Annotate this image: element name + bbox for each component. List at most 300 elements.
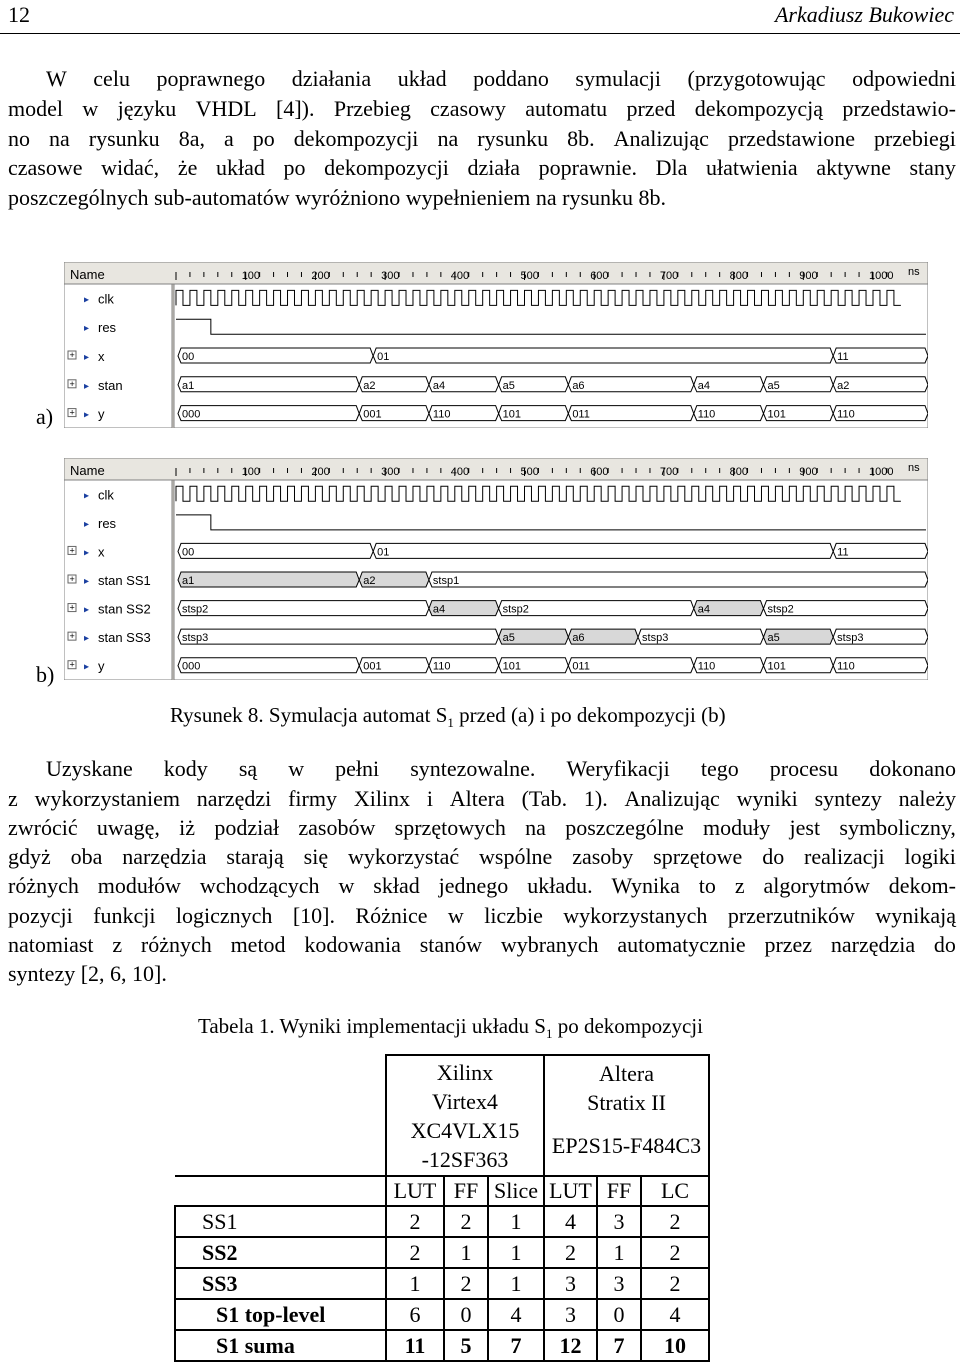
word: sprzętowe bbox=[653, 844, 743, 869]
signal-icon: ▸ bbox=[84, 352, 90, 363]
signal-name: stan SS1 bbox=[98, 573, 151, 588]
table-row bbox=[175, 1268, 709, 1299]
word: różnych bbox=[8, 873, 79, 898]
word: Analizując bbox=[613, 126, 709, 151]
table-caption bbox=[198, 1014, 703, 1042]
table-cell: 7 bbox=[488, 1330, 544, 1361]
signal-icon: ▸ bbox=[84, 323, 90, 335]
table-cell: 1 bbox=[488, 1268, 544, 1299]
bus-value: a1 bbox=[182, 575, 195, 587]
word: 8b. bbox=[567, 126, 595, 151]
word: logiki bbox=[904, 844, 956, 869]
table-cell: 3 bbox=[544, 1299, 597, 1330]
table-cell: 2 bbox=[386, 1237, 444, 1268]
word: skład bbox=[373, 873, 420, 898]
word: wykorzystaniem bbox=[34, 786, 180, 811]
caption-text-end: przed (a) i po dekompozycji (b) bbox=[453, 703, 726, 727]
bus-value: 11 bbox=[837, 546, 849, 559]
table-cell: 0 bbox=[444, 1299, 488, 1330]
para2-line bbox=[46, 754, 956, 783]
bus-value: 01 bbox=[377, 351, 390, 363]
para1-line bbox=[8, 124, 956, 153]
bus-value: 110 bbox=[837, 660, 855, 673]
altera-family: Stratix II bbox=[587, 1090, 666, 1115]
word: narzędzi bbox=[196, 786, 272, 811]
word: W bbox=[46, 66, 67, 91]
signal-name: stan bbox=[98, 377, 123, 393]
table-cell: 7 bbox=[597, 1330, 641, 1361]
table-cell: 2 bbox=[641, 1268, 709, 1299]
word: liczbie bbox=[484, 903, 543, 928]
altera-header bbox=[544, 1055, 709, 1176]
bus-value: stsp3 bbox=[182, 632, 209, 645]
xilinx-header bbox=[386, 1055, 544, 1176]
bus-value: a4 bbox=[432, 603, 446, 616]
expand-plus: + bbox=[69, 631, 75, 642]
word: logicznych bbox=[175, 903, 273, 928]
ruler-label: 400 bbox=[450, 270, 470, 282]
bus-value: 101 bbox=[502, 408, 521, 421]
word: to bbox=[698, 873, 716, 898]
expand-plus: + bbox=[69, 407, 75, 418]
word: na bbox=[437, 126, 459, 151]
figure-caption bbox=[170, 703, 726, 731]
table-cell: 10 bbox=[641, 1330, 709, 1361]
table-cell: 5 bbox=[444, 1330, 488, 1361]
table-cell: 1 bbox=[488, 1237, 544, 1268]
table-row bbox=[175, 1237, 709, 1268]
ruler-label: 900 bbox=[799, 466, 818, 478]
word: iż bbox=[179, 815, 196, 840]
names-column bbox=[64, 284, 172, 428]
word: że bbox=[177, 155, 198, 180]
bus-value: a5 bbox=[502, 632, 515, 645]
word: się bbox=[303, 844, 329, 869]
signal-name: clk bbox=[98, 291, 114, 307]
word: automatu bbox=[525, 96, 608, 121]
signal-icon: ▸ bbox=[84, 294, 90, 306]
xilinx-vendor: Xilinx bbox=[436, 1059, 494, 1085]
word: jest bbox=[789, 815, 821, 840]
word: należy bbox=[898, 786, 956, 811]
xilinx-device: XC4VLX15 bbox=[410, 1117, 520, 1143]
bus-value: a2 bbox=[363, 379, 376, 392]
expand-plus: + bbox=[69, 378, 75, 389]
expand-plus: + bbox=[69, 574, 75, 584]
signal-name: res bbox=[98, 515, 117, 531]
table-empty-corner bbox=[175, 1055, 386, 1176]
ruler-label: 700 bbox=[659, 270, 679, 282]
word: na bbox=[525, 815, 546, 840]
ruler-label: 500 bbox=[520, 270, 539, 282]
word: (Tab. bbox=[521, 786, 568, 811]
ruler-label: 200 bbox=[311, 270, 330, 282]
table-cell: 1 bbox=[488, 1206, 544, 1237]
word: wchodzących bbox=[199, 873, 320, 898]
bus-value: a5 bbox=[767, 632, 780, 645]
word: układ bbox=[397, 66, 447, 91]
bus-value: a4 bbox=[697, 379, 711, 392]
bus-value: stsp2 bbox=[767, 603, 794, 616]
ruler-label: 1000 bbox=[869, 466, 894, 478]
caption-text: Rysunek 8. Symulacja automat S bbox=[170, 703, 448, 727]
word: przedstawione bbox=[727, 126, 856, 151]
signal-name: y bbox=[98, 406, 105, 422]
table-cell: 1 bbox=[444, 1237, 488, 1268]
word: działania bbox=[291, 66, 372, 91]
bus-value: 000 bbox=[182, 408, 201, 421]
header-rule bbox=[0, 33, 960, 34]
bus-value: 110 bbox=[697, 660, 716, 673]
word: realizacji bbox=[804, 844, 885, 869]
word: układu. bbox=[527, 873, 593, 898]
word: [10]. bbox=[292, 903, 335, 928]
word: poszczególne bbox=[565, 815, 684, 840]
word: funkcji bbox=[93, 903, 156, 928]
word: w bbox=[447, 903, 464, 928]
bus-value: 000 bbox=[182, 660, 201, 673]
word: dekom- bbox=[888, 873, 956, 898]
word: czasowe bbox=[8, 155, 83, 180]
table-cell: 2 bbox=[641, 1237, 709, 1268]
word: wybranych bbox=[500, 932, 599, 957]
bus-value: 110 bbox=[432, 660, 451, 673]
expand-plus: + bbox=[69, 659, 75, 670]
para2-line bbox=[8, 842, 956, 871]
bus-value: 00 bbox=[182, 546, 195, 559]
word: różnych bbox=[140, 932, 212, 957]
ruler-label: 600 bbox=[590, 270, 609, 282]
table-cell: 2 bbox=[386, 1206, 444, 1237]
word: Xilinx bbox=[353, 786, 411, 811]
signal-name: clk bbox=[98, 487, 114, 503]
word: odpowiedni bbox=[852, 66, 956, 91]
para2-line bbox=[8, 871, 956, 900]
para1-line bbox=[8, 94, 956, 123]
altera-device: EP2S15-F484C3 bbox=[551, 1133, 702, 1158]
word: dekompozycji bbox=[293, 126, 419, 151]
word: stanów bbox=[419, 932, 483, 957]
bus-value: stsp3 bbox=[642, 632, 669, 645]
signal-name: x bbox=[98, 349, 105, 364]
word: wspólne bbox=[479, 844, 553, 869]
word: zwrócić bbox=[8, 815, 78, 840]
signal-name: y bbox=[98, 658, 105, 674]
table-cell: 4 bbox=[488, 1299, 544, 1330]
bus-value: a2 bbox=[363, 575, 376, 587]
ruler-label: 200 bbox=[311, 466, 330, 478]
table-column-header-row bbox=[175, 1176, 709, 1206]
column-header: LUT bbox=[386, 1176, 444, 1206]
word: przebiegi bbox=[874, 126, 956, 151]
row-label: S1 suma bbox=[175, 1330, 386, 1361]
table-row bbox=[175, 1330, 709, 1361]
para1-line bbox=[8, 153, 956, 182]
ruler-label: 100 bbox=[241, 466, 261, 478]
word: modułów bbox=[97, 873, 181, 898]
table-cell: 3 bbox=[544, 1268, 597, 1299]
signal-name: res bbox=[98, 320, 117, 336]
table-empty-corner-2 bbox=[175, 1176, 386, 1206]
signal-name: stan SS2 bbox=[98, 601, 151, 617]
row-label: S1 top-level bbox=[175, 1299, 386, 1330]
word: wykorzystać bbox=[347, 844, 460, 869]
ruler-label: 600 bbox=[590, 466, 609, 478]
table-cell: 4 bbox=[641, 1299, 709, 1330]
altera-vendor: Altera bbox=[599, 1061, 654, 1086]
word: dekompozycji bbox=[324, 155, 449, 180]
bus-segment bbox=[178, 572, 359, 587]
bus-value: stsp1 bbox=[432, 575, 460, 587]
bus-value: 11 bbox=[837, 351, 849, 363]
word: wyniki bbox=[736, 786, 798, 811]
para2-line bbox=[8, 930, 956, 959]
word: do bbox=[933, 932, 956, 957]
word: algorytmów bbox=[763, 873, 870, 898]
row-label: SS1 bbox=[175, 1206, 386, 1237]
word: stany bbox=[909, 155, 956, 180]
column-header: FF bbox=[444, 1176, 488, 1206]
table-caption-text-end: po dekompozycji bbox=[552, 1014, 703, 1038]
word: w bbox=[338, 873, 355, 898]
word: czasowy bbox=[430, 96, 506, 121]
word: Dla bbox=[655, 155, 688, 180]
word: rysunku bbox=[477, 126, 549, 151]
bus-value: 01 bbox=[377, 546, 390, 559]
table-cell: 1 bbox=[597, 1237, 641, 1268]
bus-value: 101 bbox=[767, 660, 786, 673]
word: aktywne bbox=[816, 155, 891, 180]
word: 8a, bbox=[178, 126, 205, 151]
word: działa bbox=[467, 155, 520, 180]
results-table bbox=[174, 1054, 710, 1362]
word: wykorzystanych bbox=[563, 903, 708, 928]
word: 1). bbox=[583, 786, 608, 811]
ruler-label: 1000 bbox=[869, 270, 894, 282]
word: po bbox=[283, 155, 306, 180]
table-caption-text: Tabela 1. Wyniki implementacji układu S bbox=[198, 1014, 546, 1038]
word: poprawnego bbox=[156, 66, 266, 91]
table-cell: 0 bbox=[597, 1299, 641, 1330]
page-number: 12 bbox=[8, 2, 30, 27]
signal-icon: ▸ bbox=[84, 409, 90, 421]
table-cell: 3 bbox=[597, 1268, 641, 1299]
running-head-author: Arkadiusz Bukowiec bbox=[774, 2, 954, 27]
word: z bbox=[734, 873, 745, 898]
bus-value: stsp2 bbox=[502, 603, 529, 616]
word: automatycznie bbox=[617, 932, 746, 957]
word: syntezy bbox=[814, 786, 882, 811]
word: i bbox=[426, 786, 433, 811]
bus-value: 001 bbox=[363, 660, 382, 673]
word: podział bbox=[214, 815, 280, 840]
xilinx-family: Virtex4 bbox=[432, 1088, 498, 1114]
table-header-row bbox=[175, 1055, 709, 1176]
ruler-label: 700 bbox=[659, 466, 679, 478]
signal-icon: ▸ bbox=[84, 518, 90, 530]
caption-subscript: 1 bbox=[447, 715, 454, 731]
column-header: Slice bbox=[488, 1176, 544, 1206]
word: gdyż bbox=[8, 844, 51, 869]
figure-label-b: b) bbox=[36, 662, 55, 687]
bus-value: a6 bbox=[572, 379, 585, 392]
table-cell: 2 bbox=[641, 1206, 709, 1237]
table-row bbox=[175, 1299, 709, 1330]
word: przez bbox=[764, 932, 813, 957]
word: z bbox=[8, 786, 18, 811]
time-unit: ns bbox=[908, 266, 920, 278]
word: [4]). bbox=[276, 96, 315, 121]
table-cell: 3 bbox=[597, 1206, 641, 1237]
bus-value: a5 bbox=[502, 379, 515, 392]
word: kody bbox=[163, 756, 208, 781]
word: Różnice bbox=[355, 903, 428, 928]
table-cell: 11 bbox=[386, 1330, 444, 1361]
bus-value: 110 bbox=[697, 408, 716, 421]
row-label: SS2 bbox=[175, 1237, 386, 1268]
ruler-label: 800 bbox=[729, 270, 748, 282]
signal-name: stan SS3 bbox=[98, 630, 151, 646]
signal-icon: ▸ bbox=[84, 490, 90, 502]
name-column-header: Name bbox=[70, 267, 105, 282]
name-column-header: Name bbox=[70, 463, 105, 478]
para2-line: syntezy [2, 6, 10]. bbox=[8, 961, 167, 986]
word: natomiast bbox=[8, 932, 94, 957]
table-cell: 2 bbox=[444, 1206, 488, 1237]
word: języku bbox=[117, 96, 177, 121]
word: uwagę, bbox=[96, 815, 160, 840]
ruler-label: 300 bbox=[381, 466, 400, 478]
word: na bbox=[49, 126, 70, 151]
bus-value: a5 bbox=[767, 379, 780, 392]
table-cell: 1 bbox=[386, 1268, 444, 1299]
word: pełni bbox=[335, 756, 380, 781]
ruler-label: 900 bbox=[799, 270, 818, 282]
word: jednego bbox=[438, 873, 509, 898]
table-cell: 2 bbox=[544, 1237, 597, 1268]
signal-icon: ▸ bbox=[84, 576, 90, 587]
word: VHDL bbox=[195, 96, 257, 121]
word: widać, bbox=[101, 155, 160, 180]
time-unit: ns bbox=[908, 462, 920, 474]
bus-value: stsp2 bbox=[182, 603, 209, 616]
ruler-label: 300 bbox=[381, 270, 400, 282]
column-header: LUT bbox=[544, 1176, 597, 1206]
xilinx-package: -12SF363 bbox=[421, 1146, 509, 1172]
word: firmy bbox=[288, 786, 337, 811]
signal-icon: ▸ bbox=[84, 633, 90, 645]
word: z bbox=[112, 932, 123, 957]
bus-value: 001 bbox=[363, 408, 382, 421]
word: poprawnie. bbox=[538, 155, 637, 180]
word: Uzyskane bbox=[46, 756, 133, 781]
bus-value: 011 bbox=[572, 660, 590, 673]
signal-name: x bbox=[98, 544, 105, 560]
ruler-label: 400 bbox=[450, 466, 470, 478]
word: Altera bbox=[449, 786, 505, 811]
signal-icon: ▸ bbox=[84, 380, 90, 392]
word: Weryfikacji bbox=[566, 756, 670, 781]
word: dokonano bbox=[869, 756, 956, 781]
word: celu bbox=[93, 66, 130, 91]
word: Przebieg bbox=[333, 96, 411, 121]
column-header: LC bbox=[641, 1176, 709, 1206]
expand-plus: + bbox=[69, 350, 75, 360]
word: moduły bbox=[703, 815, 771, 840]
word: narzędzia bbox=[122, 844, 207, 869]
table-row bbox=[175, 1206, 709, 1237]
word: model bbox=[8, 96, 63, 121]
signal-icon: ▸ bbox=[84, 661, 90, 673]
bus-value: a6 bbox=[572, 632, 585, 645]
expand-plus: + bbox=[69, 602, 75, 613]
word: symboliczny, bbox=[839, 815, 956, 840]
table-cell: 2 bbox=[444, 1268, 488, 1299]
word: w bbox=[288, 756, 305, 781]
word: przedstawio- bbox=[842, 96, 956, 121]
para1-line bbox=[46, 64, 956, 93]
table-cell: 6 bbox=[386, 1299, 444, 1330]
word: oba bbox=[70, 844, 103, 869]
bus-value: 110 bbox=[432, 408, 451, 421]
expand-plus: + bbox=[69, 545, 75, 556]
bus-value: a1 bbox=[182, 379, 195, 392]
word: a bbox=[223, 126, 234, 151]
word: są bbox=[238, 756, 258, 781]
word: Analizując bbox=[624, 786, 720, 811]
word: Wynika bbox=[611, 873, 680, 898]
para1-line: poszczególnych sub-automatów wyróżniono wypełnieniem na rysunku 8b. bbox=[8, 185, 667, 210]
waveform-panel-b bbox=[64, 458, 928, 680]
word: do bbox=[762, 844, 785, 869]
word: kodowania bbox=[304, 932, 401, 957]
bus-value: 110 bbox=[837, 408, 855, 421]
word: symulacji bbox=[575, 66, 661, 91]
ruler-label: 500 bbox=[520, 466, 539, 478]
para2-line bbox=[8, 813, 956, 842]
word: no bbox=[8, 126, 30, 151]
word: sprzętowych bbox=[394, 815, 506, 840]
word: procesu bbox=[769, 756, 839, 781]
word: zasoby bbox=[572, 844, 634, 869]
waveform-panel-a bbox=[64, 262, 928, 428]
row-label: SS3 bbox=[175, 1268, 386, 1299]
word: przed bbox=[626, 96, 676, 121]
column-header: FF bbox=[597, 1176, 641, 1206]
bus-value: 00 bbox=[182, 351, 195, 363]
word: po bbox=[252, 126, 275, 151]
word: metod bbox=[230, 932, 286, 957]
word: starają bbox=[226, 844, 284, 869]
table-caption-subscript: 1 bbox=[545, 1026, 553, 1042]
bus-value: stsp3 bbox=[837, 632, 864, 645]
word: dekompozycją bbox=[694, 96, 823, 121]
signal-icon: ▸ bbox=[84, 547, 90, 559]
figure-label-a: a) bbox=[36, 404, 54, 429]
table-cell: 4 bbox=[544, 1206, 597, 1237]
bus-value: a4 bbox=[432, 379, 446, 392]
bus-value: a2 bbox=[837, 379, 850, 392]
word: pozycji bbox=[8, 903, 73, 928]
word: tego bbox=[700, 756, 739, 781]
word: zasobów bbox=[298, 815, 376, 840]
bus-value: 101 bbox=[767, 408, 786, 421]
word: ułatwienia bbox=[706, 155, 798, 180]
word: przerzutników bbox=[727, 903, 855, 928]
signal-icon: ▸ bbox=[84, 604, 90, 616]
word: syntezowalne. bbox=[410, 756, 536, 781]
word: układ bbox=[216, 155, 265, 180]
